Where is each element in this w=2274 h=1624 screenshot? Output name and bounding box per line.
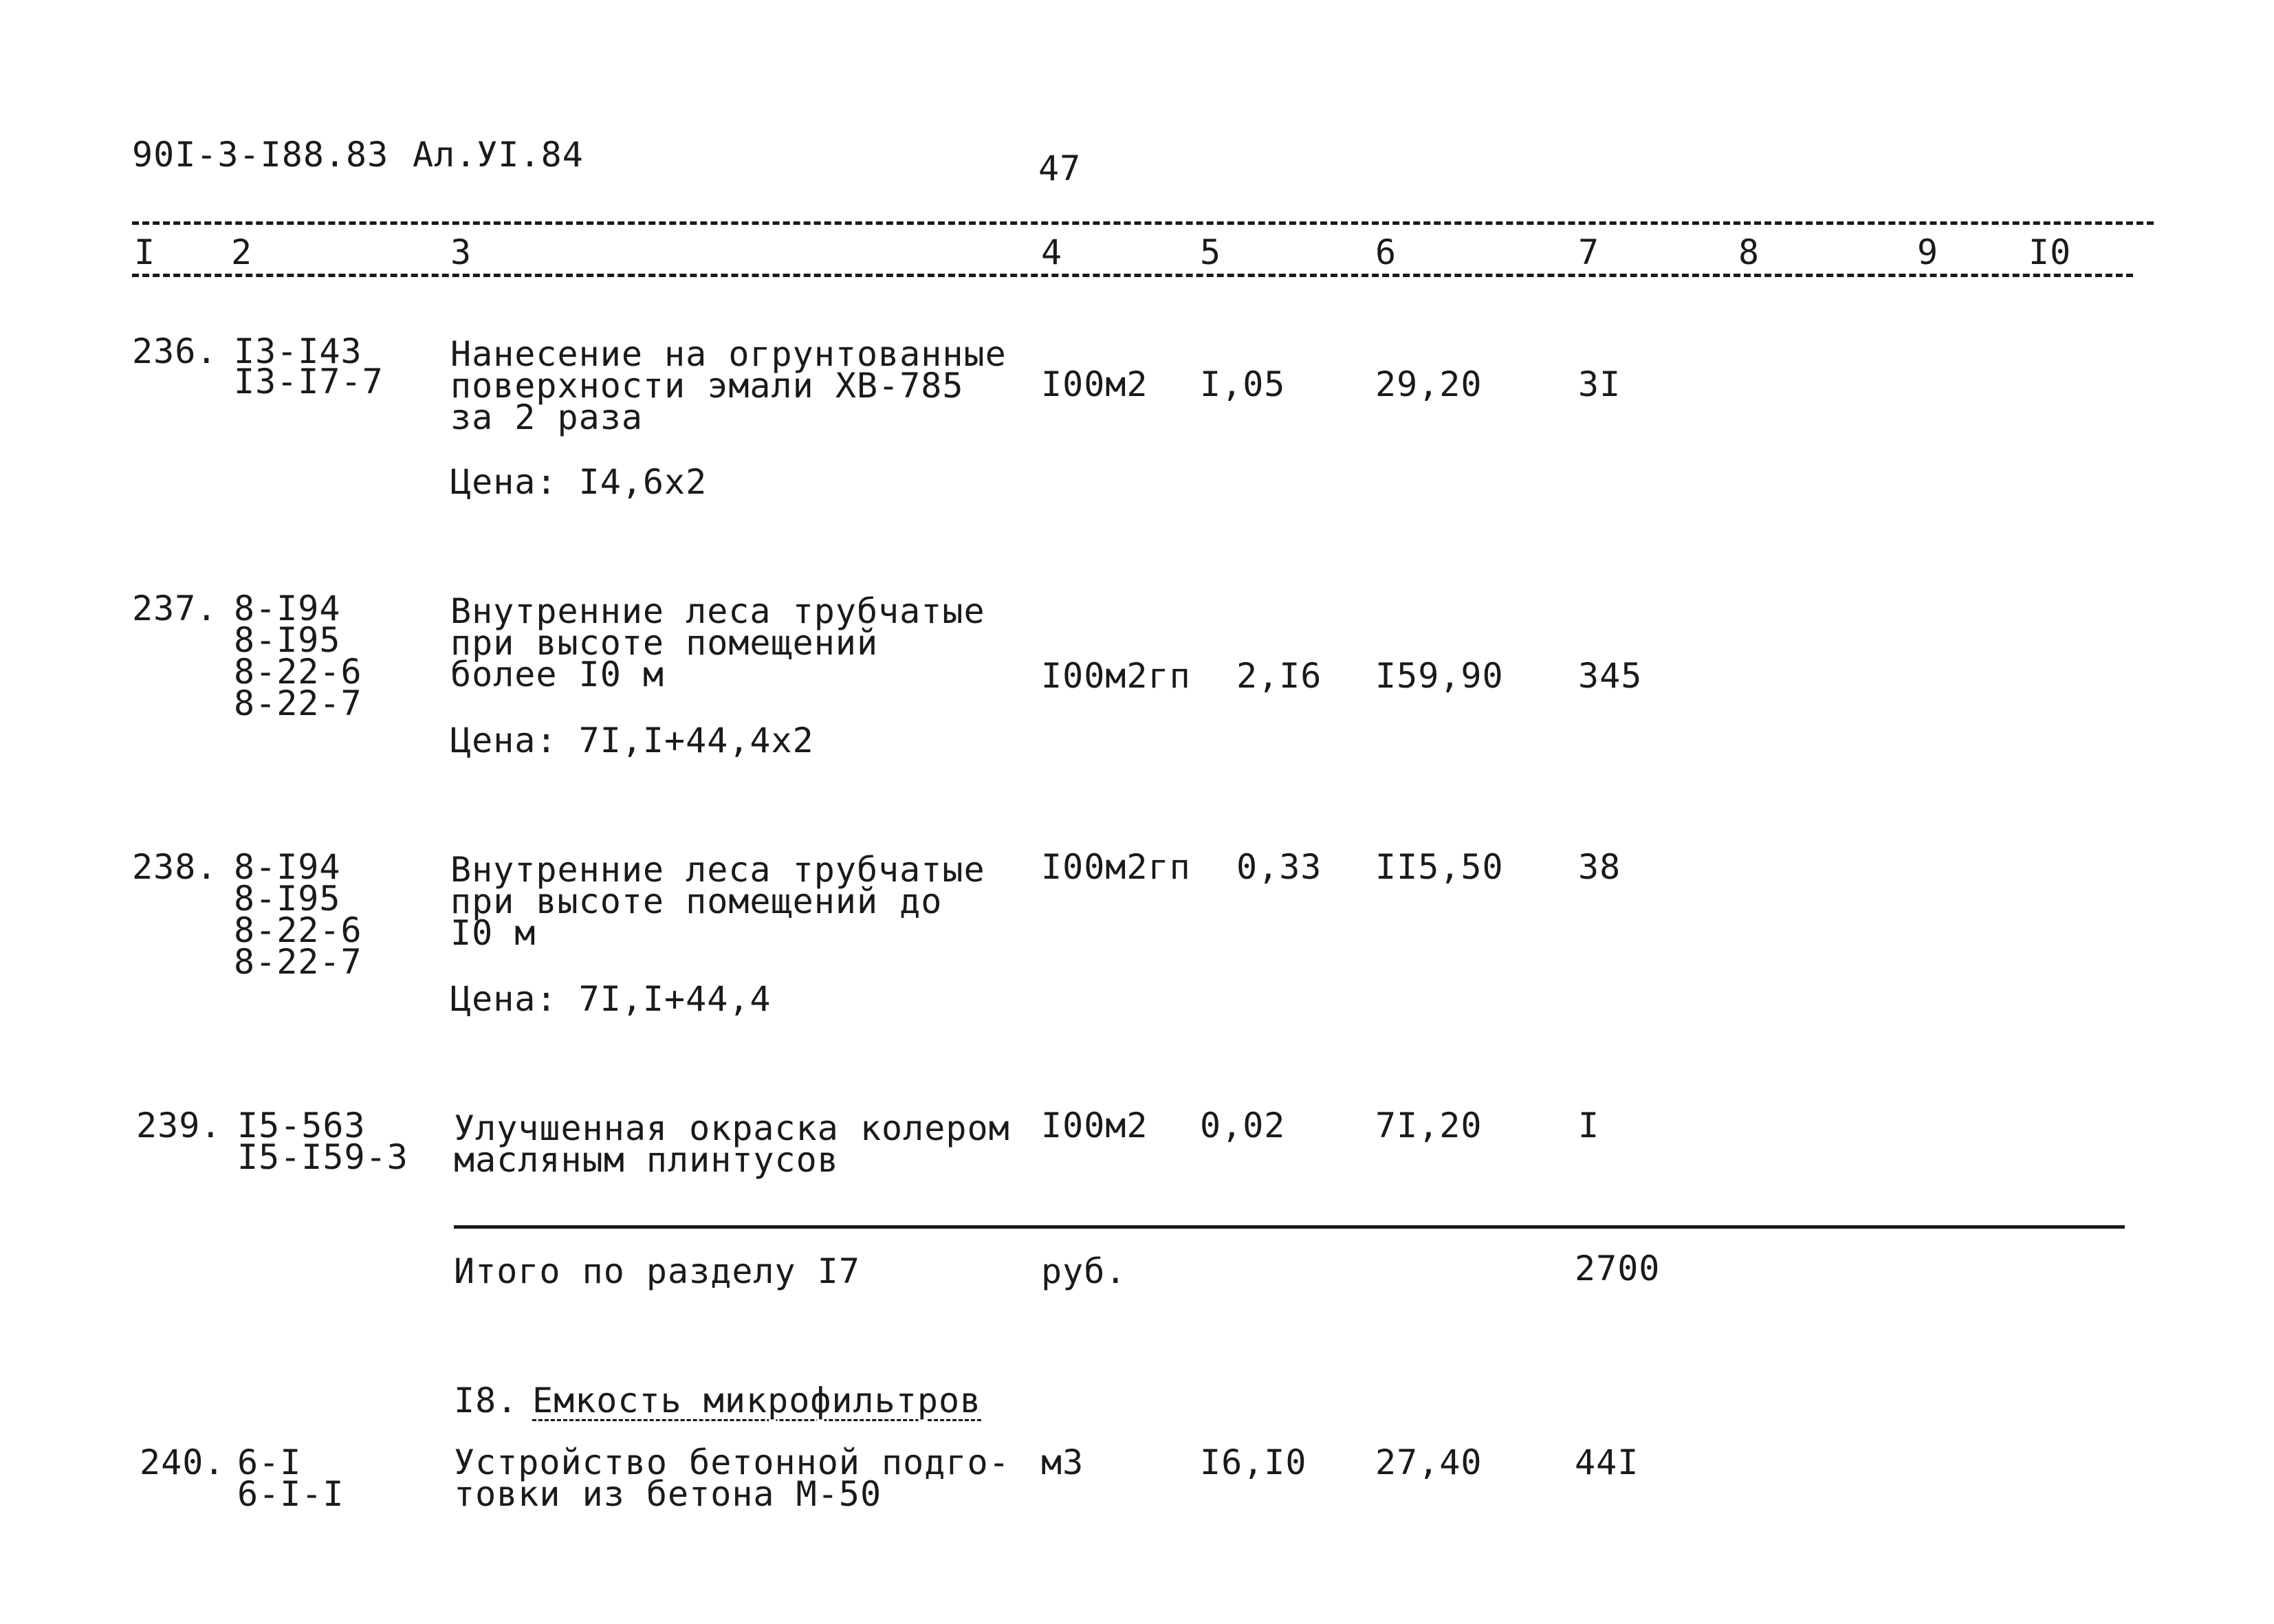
row-code: I5-563 — [237, 1106, 366, 1145]
row-description: масляным плинтусов — [454, 1140, 839, 1180]
row-total: 44I — [1575, 1442, 1639, 1482]
row-code: 8-I95 — [234, 620, 341, 660]
column-header-4: 4 — [1041, 232, 1063, 272]
column-header-10: I0 — [2029, 232, 2072, 272]
row-description: I0 м — [450, 913, 536, 953]
row-quantity: 2,I6 — [1236, 656, 1322, 696]
column-header-5: 5 — [1200, 232, 1222, 272]
row-description: при высоте помещений до — [450, 881, 943, 921]
row-description: Внутренние леса трубчатые — [450, 591, 985, 631]
row-code: 8-22-7 — [234, 683, 362, 723]
row-number: 237. — [132, 589, 218, 628]
row-unit: I00м2гп — [1041, 656, 1191, 696]
section-title: Емкость микрофильтров — [532, 1381, 982, 1420]
subtotal-rule — [454, 1225, 2125, 1229]
row-quantity: I,05 — [1200, 364, 1286, 404]
row-quantity: 0,02 — [1200, 1106, 1286, 1145]
row-price: Цена: 7I,I+44,4х2 — [450, 721, 814, 760]
row-total: 3I — [1578, 364, 1621, 404]
row-description: при высоте помещений — [450, 623, 879, 663]
row-total: 38 — [1578, 847, 1621, 887]
column-header-3: 3 — [450, 232, 472, 272]
row-code: 6-I — [237, 1442, 302, 1482]
row-total: I — [1578, 1106, 1600, 1145]
row-description: Нанесение на огрунтованные — [450, 334, 1007, 374]
section-number: I8. — [454, 1381, 518, 1420]
row-number: 239. — [136, 1106, 222, 1145]
row-code: 8-22-7 — [234, 942, 362, 982]
row-unit-cost: I59,90 — [1375, 656, 1504, 696]
header-rule-top — [132, 221, 2154, 225]
document-code: 90I-3-I88.83 — [132, 135, 389, 175]
row-unit-cost: II5,50 — [1375, 847, 1504, 887]
row-quantity: 0,33 — [1236, 847, 1322, 887]
row-description: поверхности эмали ХВ-785 — [450, 366, 964, 406]
row-unit: м3 — [1041, 1442, 1084, 1482]
header-rule-bottom — [132, 274, 2133, 277]
row-price: Цена: I4,6х2 — [450, 462, 708, 502]
row-description: более I0 м — [450, 655, 665, 694]
row-description: товки из бетона М-50 — [454, 1474, 882, 1514]
column-header-1: I — [134, 232, 156, 272]
row-quantity: I6,I0 — [1200, 1442, 1307, 1482]
row-unit: I00м2 — [1041, 364, 1148, 404]
row-code: 6-I-I — [237, 1474, 345, 1514]
row-unit: I00м2гп — [1041, 847, 1191, 887]
row-unit-cost: 27,40 — [1375, 1442, 1483, 1482]
subtotal-unit: руб. — [1041, 1251, 1127, 1291]
row-unit-cost: 29,20 — [1375, 364, 1483, 404]
subtotal-total: 2700 — [1575, 1249, 1661, 1288]
row-code: I3-I43 — [234, 331, 362, 371]
row-number: 238. — [132, 847, 218, 887]
row-total: 345 — [1578, 656, 1643, 696]
page-number: 47 — [1038, 149, 1082, 188]
row-description: Улучшенная окраска колером — [454, 1108, 1010, 1148]
row-code: 8-I95 — [234, 879, 341, 919]
album-number: Ал.УI.84 — [413, 135, 584, 175]
row-number: 236. — [132, 331, 218, 371]
row-code: 8-I94 — [234, 847, 341, 887]
row-code: I3-I7-7 — [234, 362, 384, 402]
row-code: 8-22-6 — [234, 652, 362, 692]
row-price: Цена: 7I,I+44,4 — [450, 979, 772, 1019]
row-description: за 2 раза — [450, 397, 643, 437]
row-number: 240. — [140, 1442, 226, 1482]
column-header-6: 6 — [1375, 232, 1397, 272]
row-code: 8-I94 — [234, 589, 341, 628]
row-description: Внутренние леса трубчатые — [450, 850, 985, 890]
column-header-7: 7 — [1578, 232, 1600, 272]
row-unit: I00м2 — [1041, 1106, 1148, 1145]
row-code: I5-I59-3 — [237, 1137, 408, 1177]
subtotal-label: Итого по разделу I7 — [454, 1251, 860, 1291]
row-unit-cost: 7I,20 — [1375, 1106, 1483, 1145]
row-description: Устройство бетонной подго- — [454, 1442, 1010, 1482]
column-header-9: 9 — [1917, 232, 1939, 272]
row-code: 8-22-6 — [234, 910, 362, 950]
column-header-8: 8 — [1738, 232, 1760, 272]
column-header-2: 2 — [231, 232, 253, 272]
